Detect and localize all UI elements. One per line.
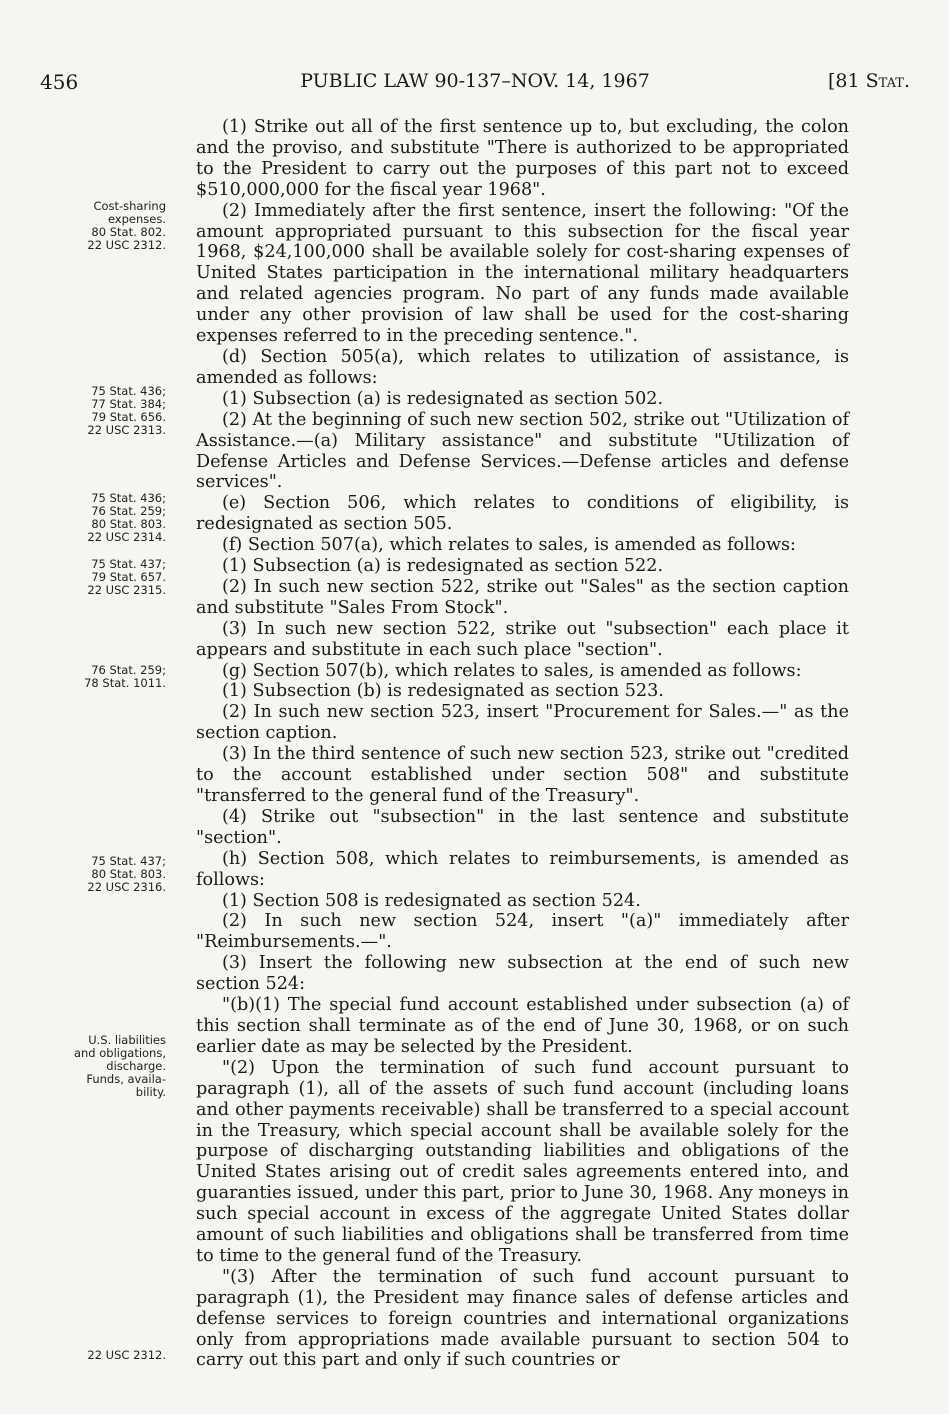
page-number: 456 bbox=[40, 70, 79, 94]
margin-note-citation: 22 USC 2312. bbox=[87, 1348, 166, 1362]
paragraph: (2) In such new section 523, insert "Procurement for Sales.—" as the section caption. bbox=[196, 702, 849, 744]
margin-note-citation: 75 Stat. 436; 76 Stat. 259; 80 Stat. 803. 22 USC 2314. bbox=[87, 491, 166, 544]
paragraph: (3) In such new section 522, strike out "subsection" each place it appears and substitute in each such place "section". bbox=[196, 618, 849, 660]
paragraph: (2) At the beginning of such new section 502, strike out "Utilization of Assistance.—(a) Military assistance" and substitute "Utilization of Defense Articles and Defense Services.—Defense articles and defense services". bbox=[196, 409, 849, 493]
paragraph: "(b)(1) The special fund account established under subsection (a) of this section shall terminate as of the end of June 30, 1968, or on such earlier date as may be selected by the President. bbox=[196, 995, 849, 1057]
paragraph: (3) Insert the following new subsection at the end of such new section 524: bbox=[196, 953, 849, 995]
running-title: PUBLIC LAW 90-137–NOV. 14, 1967 bbox=[300, 70, 650, 92]
page-header bbox=[40, 70, 910, 100]
paragraph: (h) Section 508, which relates to reimbursements, is amended as follows: bbox=[196, 848, 849, 890]
paragraph: (1) Subsection (a) is redesignated as section 522. bbox=[222, 556, 664, 577]
paragraph: (d) Section 505(a), which relates to utilization of assistance, is amended as follows: bbox=[196, 346, 849, 388]
paragraph: (1) Strike out all of the first sentence up to, but excluding, the colon and the proviso, and substitute "There is authorized to be appropriated to the President to carry out the purposes of this part not to exceed $510,000,000 for the fiscal year 1968". bbox=[196, 117, 849, 200]
margin-note-cost-sharing: Cost-sharing expenses. 80 Stat. 802. 22 USC 2312. bbox=[87, 199, 166, 252]
margin-note-citation: 76 Stat. 259; 78 Stat. 1011. bbox=[84, 663, 166, 690]
statute-body bbox=[196, 117, 849, 1371]
paragraph: (g) Section 507(b), which relates to sales, is amended as follows: bbox=[222, 660, 802, 681]
paragraph: (2) In such new section 524, insert "(a)" immediately after "Reimbursements.—". bbox=[196, 911, 849, 953]
paragraph: (f) Section 507(a), which relates to sales, is amended as follows: bbox=[222, 535, 796, 556]
margin-note-citation: 75 Stat. 436; 77 Stat. 384; 79 Stat. 656. 22 USC 2313. bbox=[87, 384, 166, 437]
paragraph: (2) Immediately after the first sentence, insert the following: "Of the amount appropriated pursuant to this subsection for the fiscal year 1968, $24,100,000 shall be available solely for cost-sharing expenses of United States participation in the international military headquarters and related agencies program. No part of any funds made available under any other provision of law shall be used for the cost-sharing expenses referred to in the preceding sentence.". bbox=[196, 200, 849, 347]
paragraph: "(2) Upon the termination of such fund account pursuant to paragraph (1), all of the assets of such fund account (including loans and other payments receivable) shall be transferred to a special account in the Treasury, which special account shall be available solely for the purpose of discharging outstanding liabilities and obligations of the United States arising out of credit sales agreements entered into, and guaranties issued, under this part, prior to June 30, 1968. Any moneys in such special account in excess of the aggregate United States dollar amount of such liabilities and obligations shall be transferred from time to time to the general fund of the Treasury. bbox=[196, 1057, 849, 1266]
paragraph: (1) Section 508 is redesignated as section 524. bbox=[222, 890, 641, 911]
paragraph: (1) Subsection (b) is redesignated as section 523. bbox=[222, 681, 664, 702]
paragraph: (3) In the third sentence of such new section 523, strike out "credited to the account established under section 508" and substitute "transferred to the general fund of the Treasury". bbox=[196, 744, 849, 806]
margin-note-citation: 75 Stat. 437; 80 Stat. 803. 22 USC 2316. bbox=[87, 854, 166, 894]
margin-note-citation: 75 Stat. 437; 79 Stat. 657. 22 USC 2315. bbox=[87, 557, 166, 597]
volume-reference: [81 Stat. bbox=[828, 70, 910, 92]
paragraph: (1) Subsection (a) is redesignated as section 502. bbox=[222, 388, 664, 409]
paragraph: (e) Section 506, which relates to conditions of eligibility, is redesignated as section 505. bbox=[196, 493, 849, 535]
paragraph: (4) Strike out "subsection" in the last sentence and substitute "section". bbox=[196, 806, 849, 848]
margin-note-liabilities: U.S. liabilities and obligations, discharge. Funds, availa- bility. bbox=[73, 1033, 166, 1099]
paragraph: (2) In such new section 522, strike out "Sales" as the section caption and substitute "Sales From Stock". bbox=[196, 576, 849, 618]
paragraph: "(3) After the termination of such fund account pursuant to paragraph (1), the President may finance sales of defense articles and defense services to foreign countries and international organizations only from appropriations made available pursuant to section 504 to carry out this part and only if such countries or bbox=[196, 1266, 849, 1371]
